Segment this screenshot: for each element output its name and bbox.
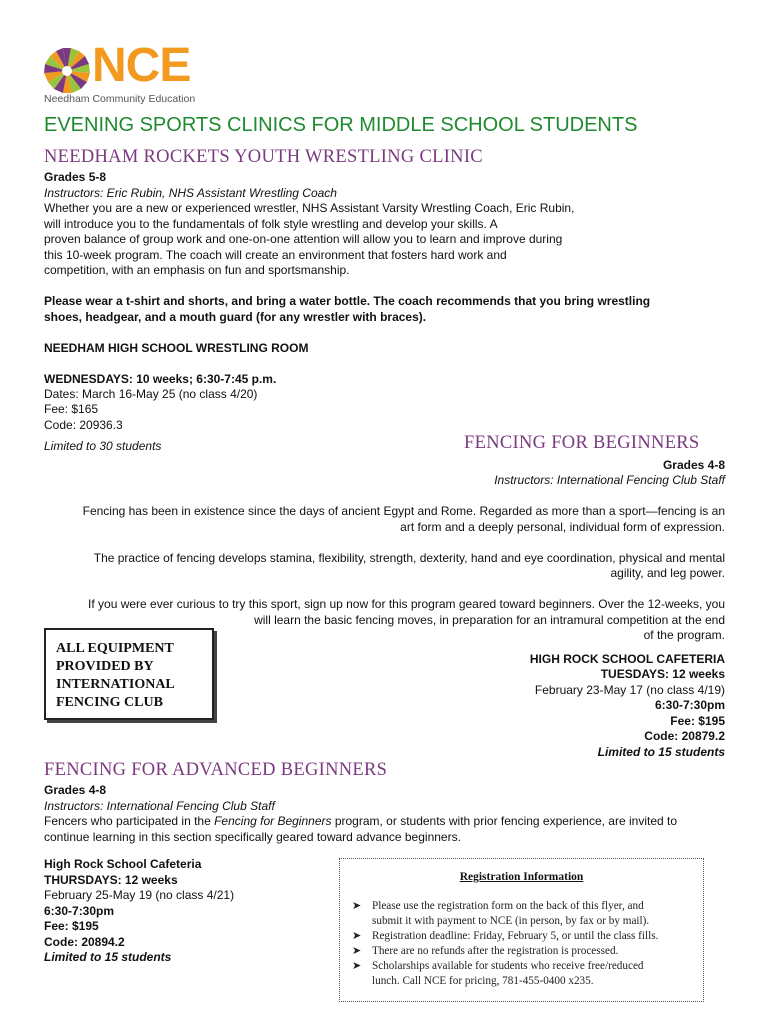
fencing-advanced-schedule: THURSDAYS: 12 weeks [44, 873, 178, 887]
logo-subtitle: Needham Community Education [44, 93, 196, 105]
wrestling-dates: Dates: March 16-May 25 (no class 4/20) [44, 387, 258, 401]
list-item-text: Please use the registration form on the back of this flyer, and [372, 900, 644, 912]
registration-list [346, 899, 701, 989]
logo-letters: NCE [92, 39, 191, 92]
list-item-text: submit it with payment to NCE (in person, by fax or by mail). [372, 915, 650, 927]
list-item-text: There are no refunds after the registration is processed. [372, 945, 619, 957]
fencing-advanced-instructors: Instructors: International Fencing Club Staff [44, 799, 275, 813]
list-item-text: Registration deadline: Friday, February 5, or until the class fills. [372, 930, 659, 942]
arrow-bullet-icon: ➤ [352, 945, 362, 957]
wrestling-instructors: Instructors: Eric Rubin, NHS Assistant Wrestling Coach [44, 186, 337, 200]
wrestling-desc-line: Whether you are a new or experienced wrestler, NHS Assistant Varsity Wrestling Coach, Eric Rubin, [44, 201, 575, 215]
fencing-p3-line: If you were ever curious to try this sport, sign up now for this program geared toward beginners. Over the 12-weeks, you [88, 597, 725, 611]
list-item [346, 929, 701, 944]
fencing-advanced-code: Code: 20894.2 [44, 935, 125, 949]
fencing-beginners-limit: Limited to 15 students [597, 745, 725, 759]
fencing-beginners-day: TUESDAYS [600, 667, 665, 681]
fencing-p3-line: of the program. [643, 628, 725, 642]
fencing-beginners-location: HIGH ROCK SCHOOL CAFETERIA [529, 652, 725, 666]
equipment-line: INTERNATIONAL [56, 677, 175, 692]
wrestling-limit: Limited to 30 students [44, 439, 162, 453]
fencing-advanced-fee: Fee: $195 [44, 919, 99, 933]
wrestling-desc-line: will introduce you to the fundamentals of folk style wrestling and develop your skills. A [44, 217, 498, 231]
arrow-bullet-icon: ➤ [352, 960, 362, 972]
sunburst-logo-icon [42, 46, 92, 96]
desc-italic: Fencing for Beginners [214, 814, 332, 828]
fencing-advanced-grades: Grades 4-8 [44, 783, 107, 797]
fencing-beginners-schedule [601, 667, 725, 683]
fencing-beginners-fee: Fee: $195 [670, 714, 725, 728]
logo [42, 39, 242, 106]
fencing-advanced-time: 6:30-7:30pm [44, 904, 115, 918]
wrestling-desc-line: proven balance of group work and one-on-one attention will allow you to learn and improve during [44, 232, 563, 246]
wrestling-note-line: shoes, headgear, and a mouth guard (for any wrestler with braces). [44, 310, 427, 324]
list-item-text: lunch. Call NCE for pricing, 781-455-0400 x235. [372, 975, 594, 987]
registration-title: Registration Information [459, 871, 584, 883]
wrestling-note-line: Please wear a t-shirt and shorts, and bring a water bottle. The coach recommends that you bring wrestling [44, 294, 651, 308]
fencing-advanced-desc [44, 814, 677, 830]
fencing-advanced-dates: February 25-May 19 (no class 4/21) [44, 888, 235, 902]
desc-pre: Fencers who participated in the [44, 814, 215, 828]
wrestling-grades: Grades 5-8 [44, 170, 107, 184]
arrow-bullet-icon: ➤ [352, 930, 362, 942]
fencing-p2-line: The practice of fencing develops stamina, flexibility, strength, dexterity, hand and eye coordination, physical and mental [93, 551, 725, 565]
equipment-line: FENCING CLUB [56, 695, 163, 710]
fencing-beginners-weeks: : 12 weeks [664, 667, 725, 681]
fencing-beginners-title: FENCING FOR BEGINNERS [464, 433, 700, 453]
equipment-box [44, 628, 214, 720]
fencing-p3-line: will learn the basic fencing moves, in preparation for an intramural competition at the end [254, 613, 725, 627]
fencing-p1-line: Fencing has been in existence since the days of ancient Egypt and Rome. Regarded as more than a sport—fencing is an [82, 504, 725, 518]
desc-post: program, or students with prior fencing experience, are invited to [331, 814, 678, 828]
fencing-beginners-dates: February 23-May 17 (no class 4/19) [534, 683, 725, 697]
fencing-p1-line: art form and a deeply personal, individual form of expression. [400, 520, 725, 534]
fencing-beginners-code: Code: 20879.2 [644, 729, 725, 743]
wrestling-desc-line: this 10-week program. The coach will create an environment that fosters hard work and [44, 248, 507, 262]
fencing-advanced-limit: Limited to 15 students [44, 950, 172, 964]
wrestling-schedule: WEDNESDAYS: 10 weeks; 6:30-7:45 p.m. [44, 372, 277, 386]
arrow-bullet-icon: ➤ [352, 900, 362, 912]
wrestling-fee: Fee: $165 [44, 402, 99, 416]
equipment-line: ALL EQUIPMENT [56, 641, 174, 656]
wrestling-desc-line: competition, with an emphasis on fun and sportsmanship. [44, 263, 350, 277]
fencing-advanced-location: High Rock School Cafeteria [44, 857, 202, 871]
list-item [346, 959, 701, 989]
wrestling-title: NEEDHAM ROCKETS YOUTH WRESTLING CLINIC [44, 147, 483, 167]
fencing-beginners-instructors: Instructors: International Fencing Club Staff [494, 473, 725, 487]
page-title: EVENING SPORTS CLINICS FOR MIDDLE SCHOOL STUDENTS [44, 114, 638, 136]
equipment-line: PROVIDED BY [56, 659, 154, 674]
list-item-text: Scholarships available for students who receive free/reduced [372, 960, 644, 972]
fencing-p2-line: agility, and leg power. [610, 566, 725, 580]
wrestling-code: Code: 20936.3 [44, 418, 123, 432]
list-item [346, 899, 701, 929]
fencing-beginners-grades: Grades 4-8 [662, 458, 725, 472]
fencing-advanced-title: FENCING FOR ADVANCED BEGINNERS [44, 760, 388, 780]
list-item [346, 944, 701, 959]
registration-box [339, 858, 704, 1002]
fencing-advanced-desc-line2: continue learning in this section specifically geared toward advance beginners. [44, 830, 461, 844]
wrestling-location: NEEDHAM HIGH SCHOOL WRESTLING ROOM [44, 341, 309, 355]
fencing-beginners-time: 6:30-7:30pm [654, 698, 725, 712]
